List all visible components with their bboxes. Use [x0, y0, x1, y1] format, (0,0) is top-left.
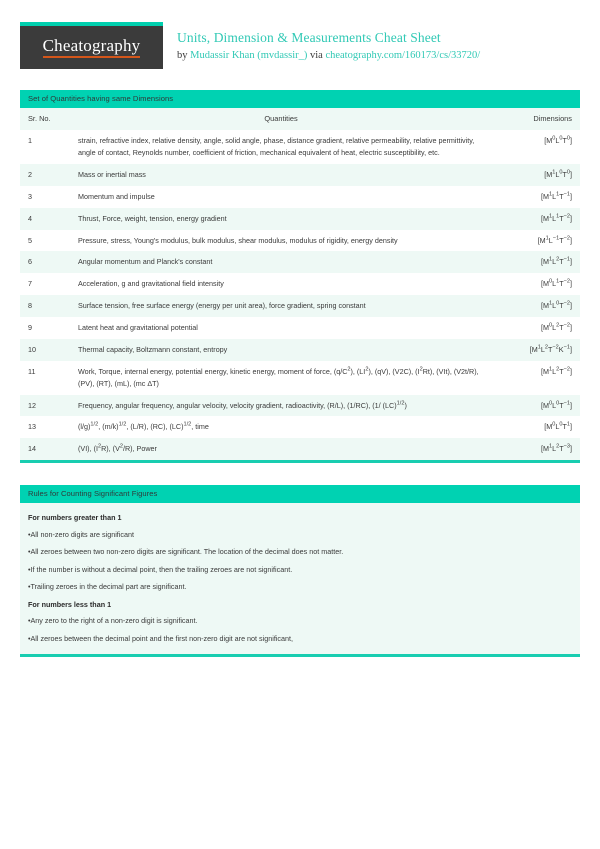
cell-sr-no: 10 [20, 339, 70, 361]
table-row [20, 130, 580, 164]
table-row [20, 251, 580, 273]
rule-bullet: •All non-zero digits are significant [28, 529, 134, 539]
section-quantities [20, 90, 580, 463]
cell-quantities: Acceleration, g and gravitational field intensity [70, 273, 492, 295]
cell-sr-no: 6 [20, 251, 70, 273]
section-title-sigfigs: Rules for Counting Significant Figures [20, 485, 580, 503]
cell-dimensions: $[M^1L^{-1}T^{-2}]$ [492, 230, 580, 252]
table-row [20, 164, 580, 186]
rule-bullet: •All zeroes between two non-zero digits are significant. The location of the decimal does not matter. [28, 547, 344, 557]
cell-dimensions: $[M^1L^2T^{-2}]$ [492, 361, 580, 395]
section-title-quantities: Set of Quantities having same Dimensions [20, 90, 580, 108]
table-row [20, 273, 580, 295]
table-row [20, 339, 580, 361]
cell-quantities: Pressure, stress, Young's modulus, bulk modulus, shear modulus, modulus of rigidity, energy density [70, 230, 492, 252]
cell-dimensions: $[M^1L^2T^{-1}]$ [492, 251, 580, 273]
cell-sr-no: 13 [20, 416, 70, 438]
table-row [20, 361, 580, 395]
column-header-sr: Sr. No. [20, 108, 70, 130]
cell-dimensions: $[M^1L^2T^{-3}]$ [492, 438, 580, 460]
cell-quantities: Surface tension, free surface energy (energy per unit area), force gradient, spring constant [70, 295, 492, 317]
cell-dimensions: $[M^1L^2T^{-2}K^{-1}]$ [492, 339, 580, 361]
cell-sr-no: 1 [20, 130, 70, 164]
cell-dimensions: $[M^1L^1T^{-2}]$ [492, 208, 580, 230]
cell-sr-no: 8 [20, 295, 70, 317]
cell-quantities: Momentum and impulse [70, 186, 492, 208]
cell-dimensions: $[M^0L^2T^{-2}]$ [492, 317, 580, 339]
cell-sr-no: 2 [20, 164, 70, 186]
table-body [20, 130, 580, 460]
page-header [20, 22, 580, 72]
cell-dimensions: $[M^0L^0T^0]$ [492, 130, 580, 164]
table-row [20, 208, 580, 230]
logo-text: Cheatography [43, 37, 141, 59]
section-significant-figures [20, 485, 580, 657]
cheatography-logo[interactable] [20, 22, 163, 69]
cell-quantities: strain, refractive index, relative density, angle, solid angle, phase, distance gradient, relative permeability, relative permittivity, angle of contact, Reynolds number, coefficient of friction, mechanical equivalent of heat, electric susceptibility, etc. [70, 130, 492, 164]
cell-sr-no: 4 [20, 208, 70, 230]
cell-sr-no: 3 [20, 186, 70, 208]
rule-bullet: •All zeroes between the decimal point and the first non-zero digit are not significant, [28, 633, 294, 643]
cell-quantities: Frequency, angular frequency, angular velocity, velocity gradient, radioactivity, (R/L), (1/RC), (1/ (LC)$^{1/2}$) [70, 395, 492, 417]
cell-quantities: (VI), $(I^2R)$, $(V^2/R)$, Power [70, 438, 492, 460]
cell-sr-no: 11 [20, 361, 70, 395]
byline [177, 49, 480, 63]
cell-quantities: Mass or inertial mass [70, 164, 492, 186]
source-url-link[interactable]: cheatography.com/160173/cs/33720/ [325, 50, 481, 62]
column-header-dimensions: Dimensions [492, 108, 580, 130]
rule-bullet: •Trailing zeroes in the decimal part are significant. [28, 582, 187, 592]
header-text-block [177, 22, 480, 63]
cell-quantities: Thrust, Force, weight, tension, energy gradient [70, 208, 492, 230]
byline-via: via [307, 50, 326, 62]
table-row [20, 395, 580, 417]
rule-group-heading: For numbers greater than 1 [28, 513, 122, 523]
cell-sr-no: 14 [20, 438, 70, 460]
rule-bullet: •Any zero to the right of a non-zero digit is significant. [28, 616, 198, 626]
table-row [20, 230, 580, 252]
table-row [20, 416, 580, 438]
cell-quantities: Thermal capacity, Boltzmann constant, entropy [70, 339, 492, 361]
cell-dimensions: $[M^1L^0T^{-2}]$ [492, 295, 580, 317]
table-header-row [20, 108, 580, 130]
byline-prefix: by [177, 50, 191, 62]
rule-group-heading: For numbers less than 1 [28, 599, 112, 609]
table-row [20, 317, 580, 339]
cell-dimensions: $[M^0L^0T^1]$ [492, 416, 580, 438]
cell-quantities: Latent heat and gravitational potential [70, 317, 492, 339]
table-head [20, 108, 580, 130]
cell-dimensions: $[M^0L^0T^{-1}]$ [492, 395, 580, 417]
table-row [20, 438, 580, 460]
page-title: Units, Dimension & Measurements Cheat Sheet [177, 30, 441, 45]
cell-sr-no: 9 [20, 317, 70, 339]
dimensions-table [20, 108, 580, 460]
author-link[interactable]: Mudassir Khan (mvdassir_) [190, 50, 308, 62]
cell-sr-no: 7 [20, 273, 70, 295]
table-row [20, 186, 580, 208]
sigfig-rules-body [20, 503, 580, 654]
column-header-quantities: Quantities [70, 108, 492, 130]
cell-dimensions: $[M^1L^1T^{-1}]$ [492, 186, 580, 208]
cell-sr-no: 5 [20, 230, 70, 252]
cell-quantities: Angular momentum and Planck's constant [70, 251, 492, 273]
cell-dimensions: $[M^0L^1T^{-2}]$ [492, 273, 580, 295]
table-row [20, 295, 580, 317]
cell-sr-no: 12 [20, 395, 70, 417]
cell-dimensions: $[M^1L^0T^0]$ [492, 164, 580, 186]
cell-quantities: Work, Torque, internal energy, potential energy, kinetic energy, moment of force, $(q/C^2)$, $(LI^2)$, (qV), (V2C), $(I^2Rt)$, (VIt), (V2t/R), (PV), (RT), (mL), (mc ΔT) [70, 361, 492, 395]
cell-quantities: $(l/g)^{1/2}$, $(m/k)^{1/2}$, (L/R), (RC), (LC)$^{1/2}$, time [70, 416, 492, 438]
rule-bullet: •If the number is without a decimal point, then the trailing zeroes are not significant. [28, 564, 293, 574]
